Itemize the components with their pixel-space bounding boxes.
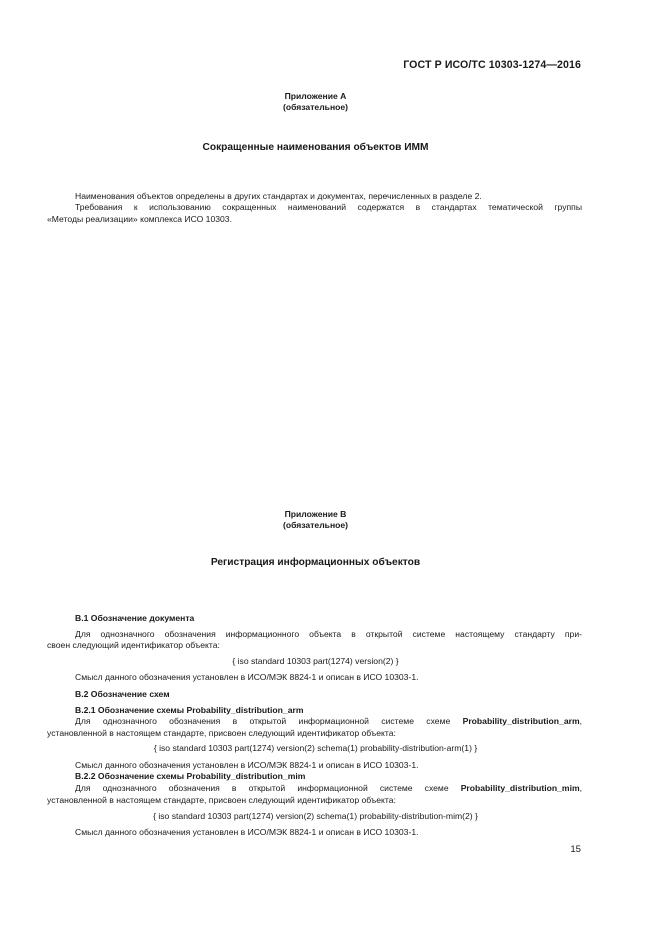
section-b22-schema-name: Probability_distribution_mim (460, 783, 580, 793)
annex-a-paragraph-2-line-2: «Методы реализации» комплекса ИСО 10303. (47, 214, 232, 224)
page-number: 15 (570, 844, 581, 855)
section-b1-note: Смысл данного обозначения установлен в ИСО/МЭК 8824-1 и описан в ИСО 10303-1. (75, 672, 419, 682)
section-b1-paragraph-line-1: Для однозначного обозначения информационного объекта в открытой системе настоящему стандарту при- (75, 629, 582, 639)
section-b22-text-post: , (579, 783, 582, 793)
annex-b-status: (обязательное) (282, 520, 349, 530)
section-b1-heading: В.1 Обозначение документа (75, 613, 195, 623)
document-header: ГОСТ Р ИСО/ТС 10303-1274—2016 (403, 59, 581, 71)
section-b1-paragraph-line-2: своен следующий идентификатор объекта: (47, 640, 220, 650)
section-b22-paragraph-line-2: установленной в настоящем стандарте, присвоен следующий идентификатор объекта: (47, 795, 396, 805)
section-b22-paragraph-line-1 (75, 783, 582, 794)
section-b21-note: Смысл данного обозначения установлен в ИСО/МЭК 8824-1 и описан в ИСО 10303-1. (75, 760, 419, 770)
section-b21-text-pre: Для однозначного обозначения в открытой информационной системе схеме (75, 716, 463, 726)
section-b1-identifier: { iso standard 10303 part(1274) version(2) } (232, 656, 399, 666)
section-b21-heading: В.2.1 Обозначение схемы Probability_distribution_arm (75, 705, 304, 715)
section-b21-paragraph-line-2: установленной в настоящем стандарте, присвоен следующий идентификатор объекта: (47, 728, 396, 738)
annex-b-heading: Регистрация информационных объектов (210, 557, 421, 568)
section-b21-schema-name: Probability_distribution_arm (462, 716, 580, 726)
section-b22-note: Смысл данного обозначения установлен в ИСО/МЭК 8824-1 и описан в ИСО 10303-1. (75, 827, 419, 837)
annex-a-paragraph-1: Наименования объектов определены в других стандартах и документах, перечисленных в разделе 2. (75, 191, 482, 201)
section-b21-paragraph-line-1 (75, 716, 582, 727)
annex-a-heading: Сокращенные наименования объектов ИММ (202, 142, 429, 153)
section-b22-text-pre: Для однозначного обозначения в открытой информационной системе схеме (75, 783, 461, 793)
annex-a-title: Приложение А (284, 91, 347, 101)
section-b2-heading: В.2 Обозначение схем (75, 689, 170, 699)
section-b22-identifier: { iso standard 10303 part(1274) version(2) schema(1) probability-distribution-mim(2) } (153, 811, 478, 821)
annex-a-status: (обязательное) (282, 102, 349, 112)
annex-a-paragraph-2-line-1: Требования к использованию сокращенных наименований содержатся в стандартах тематической группы (75, 202, 582, 212)
section-b21-text-post: , (579, 716, 582, 726)
annex-b-title: Приложение В (284, 509, 347, 519)
section-b22-heading: В.2.2 Обозначение схемы Probability_distribution_mim (75, 771, 306, 781)
section-b21-identifier: { iso standard 10303 part(1274) version(2) schema(1) probability-distribution-arm(1) } (153, 743, 478, 753)
